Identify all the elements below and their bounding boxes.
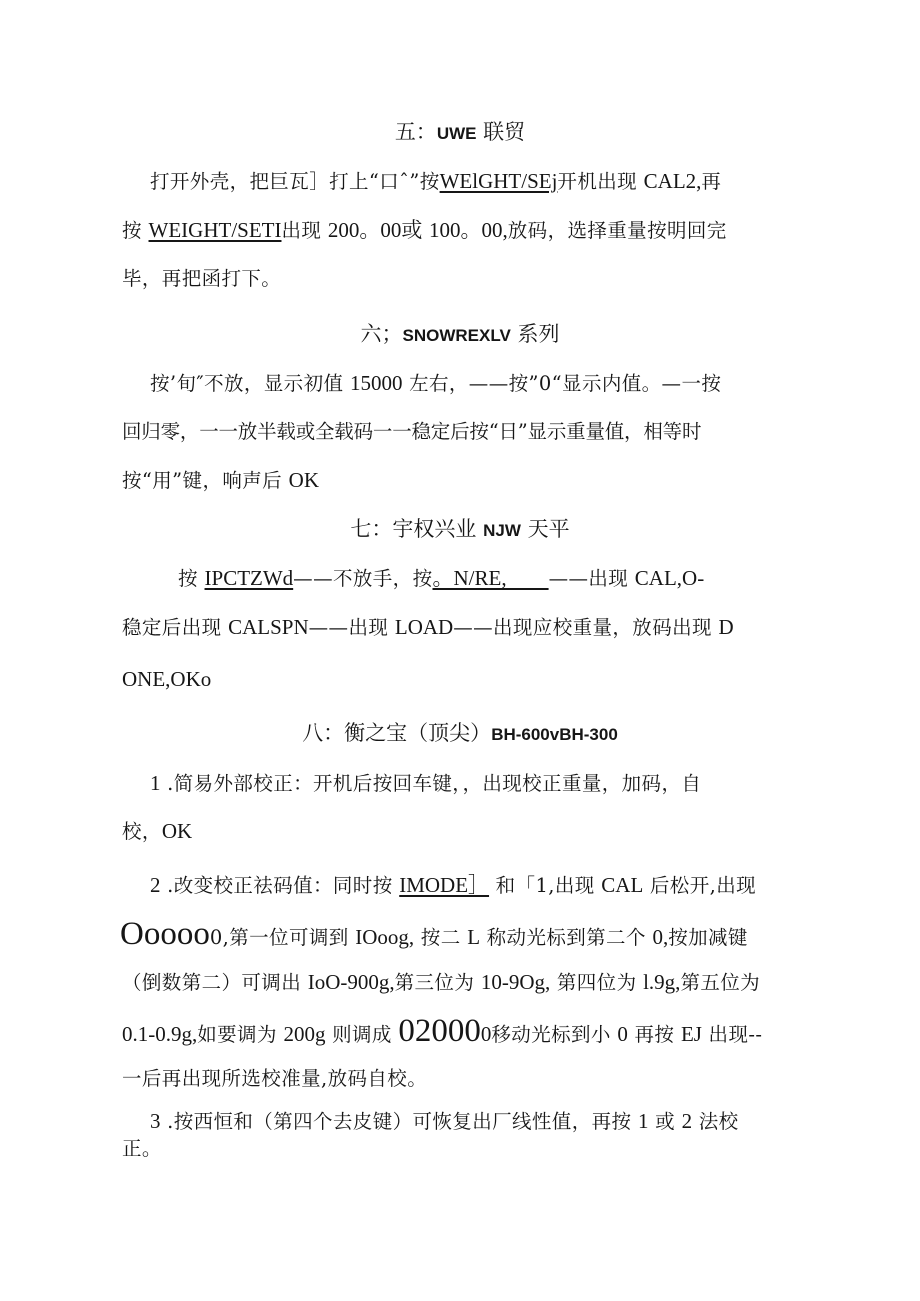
section-8-heading: 八：衡之宝（顶尖）BH-600vBH-300 <box>302 721 618 745</box>
section-7-line-3: ONE,OKo <box>122 667 212 691</box>
section-5-line-1: 打开外壳，把巨瓦］打上“口ˆ”按WElGHT/SEj开机出现 CAL2,再 <box>150 169 722 193</box>
section-5-line-2: 按 WEIGHT/SETI出现 200。00或 100。00,放码，选择重量按明回完 <box>122 218 727 242</box>
section-7-line-1: 按 IPCTZWd——不放手，按。N/RE, ——出现 CAL,O- <box>178 566 705 590</box>
section-8-item-2-line-4: 0.1-0.9g,如要调为 200g 则调成 020000移动光标到小 0 再按 EJ 出现-- <box>122 1013 763 1049</box>
section-8-item-2-line-3: （倒数第二）可调出 IoO-900g,第三位为 10-9Og, 第四位为 l.9g,第五位为 <box>122 970 761 994</box>
section-5-line-3: 毕，再把函打下。 <box>122 267 282 290</box>
section-8-item-2-line-2: Ooooo0,第一位可调到 IOoog, 按二 L 称动光标到第二个 0,按加减键 <box>120 916 748 952</box>
section-5-heading: 五：UWE 联贸 <box>394 120 526 144</box>
section-8-item-1-line-2: 校，OK <box>122 819 193 843</box>
section-6-heading: 六；SNOWREXLV 系列 <box>360 322 560 346</box>
section-6-line-1: 按’旬″不放，显示初值 15000 左右，——按”0“显示内值。—一按 <box>150 371 722 395</box>
section-7-heading: 七：宇权兴业 NJW 天平 <box>350 517 570 541</box>
section-6-line-3: 按“用”键，响声后 OK <box>122 468 319 492</box>
section-8-item-1-line-1: 1 .简易外部校正：开机后按回车键，，出现校正重量，加码，自 <box>150 771 702 795</box>
section-8-item-2-line-1: 2 .改变校正祛码值：同时按 IMODE］ 和「1,出现 CAL 后松开,出现 <box>150 873 756 897</box>
section-8-item-3-line-2: 正。 <box>122 1137 162 1160</box>
section-6-line-2: 回归零，一一放半载或全载码一一稳定后按“日”显示重量值，相等时 <box>122 420 702 443</box>
section-8-item-2-line-5: 一后再出现所选校准量,放码自校。 <box>122 1067 428 1090</box>
section-8-item-3-line-1: 3 .按西恒和（第四个去皮键）可恢复出厂线性值，再按 1 或 2 法校 <box>150 1109 739 1133</box>
section-7-line-2: 稳定后出现 CALSPN——出现 LOAD——出现应校重量，放码出现 D <box>122 615 734 639</box>
